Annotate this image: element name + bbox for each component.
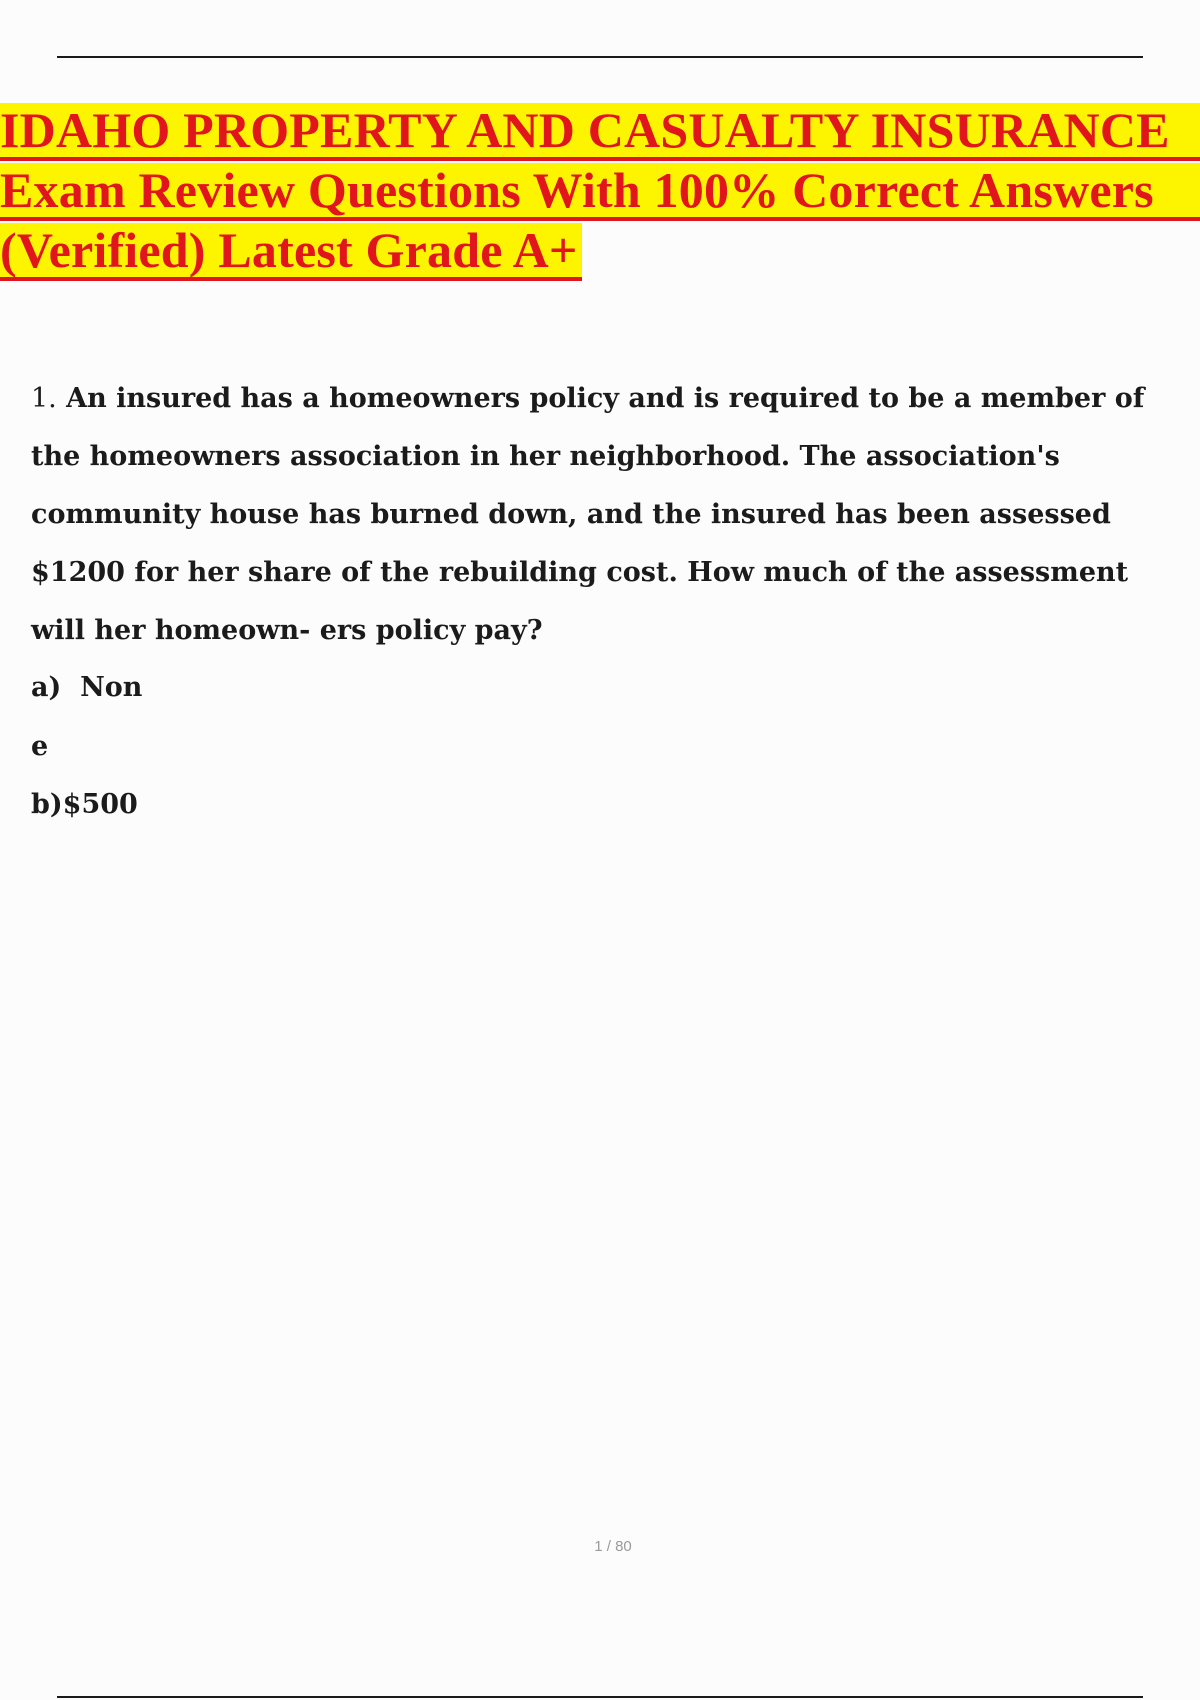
title-line-3-text: (Verified) Latest Grade A+	[0, 223, 582, 281]
title-line-2-text: Exam Review Questions With 100% Correct Answers	[0, 163, 1200, 221]
option-a-continuation	[31, 727, 48, 767]
title-line-2	[0, 163, 1200, 223]
option-b	[31, 785, 138, 825]
document-title	[0, 103, 1200, 283]
page-indicator: 1 / 80	[594, 1538, 632, 1555]
option-b-label: b)	[31, 789, 63, 820]
option-a-continuation-text: e	[31, 731, 49, 762]
title-line-3	[0, 223, 1200, 283]
title-line-1	[0, 103, 1200, 163]
question-text: An insured has a homeowners policy and is required to be a member of the homeowners association in her neighborhood. The association's community house has burned down, and the insured has been assessed $1200 for her share of the rebuilding cost. How much of the assessment will her homeown- ers policy pay?	[31, 383, 1145, 646]
option-a	[31, 668, 142, 708]
question-1	[31, 370, 1181, 660]
option-a-text: Non	[80, 672, 143, 703]
option-b-text: $500	[62, 789, 138, 820]
option-a-label: a)	[31, 672, 62, 703]
bottom-rule	[57, 1696, 1143, 1698]
question-number: 1.	[31, 383, 57, 414]
top-rule	[57, 56, 1143, 58]
title-line-1-text: IDAHO PROPERTY AND CASUALTY INSURANCE	[0, 103, 1200, 161]
